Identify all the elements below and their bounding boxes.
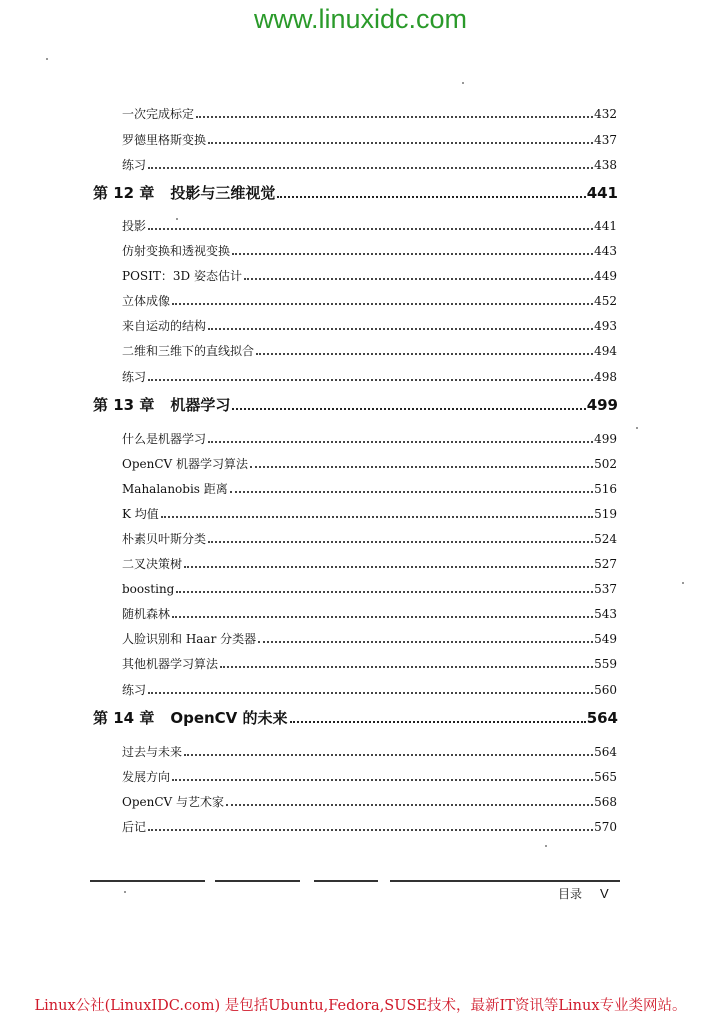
dot-leader <box>172 767 593 781</box>
section-title: 二维和三维下的直线拟合 <box>122 344 255 358</box>
toc-section-entry[interactable] <box>122 554 617 572</box>
toc-section-entry[interactable] <box>122 454 617 472</box>
page-number: 441 <box>586 184 618 202</box>
section-title: boosting <box>122 582 175 596</box>
toc-section-entry[interactable] <box>122 680 617 698</box>
dot-leader <box>258 629 593 643</box>
page-number: 568 <box>594 795 617 809</box>
scan-speck <box>636 427 638 429</box>
page-number: 438 <box>594 158 617 172</box>
section-title: 其他机器学习算法 <box>122 657 219 671</box>
section-title: 什么是机器学习 <box>122 432 207 446</box>
section-title: Mahalanobis 距离 <box>122 482 228 496</box>
site-url-header[interactable]: www.linuxidc.com <box>253 4 468 34</box>
page-number: 524 <box>594 532 617 546</box>
page-number: 432 <box>594 107 617 121</box>
toc-section-entry[interactable] <box>122 291 617 309</box>
page-footer <box>558 886 609 902</box>
dot-leader <box>220 654 593 668</box>
dot-leader <box>196 104 593 118</box>
scan-speck <box>46 58 48 60</box>
site-footer-banner: Linux公社(LinuxIDC.com) 是包括Ubuntu,Fedora,SUSE技术，最新IT资讯等Linux专业类网站。 <box>34 998 687 1014</box>
page-number: 559 <box>594 657 617 671</box>
section-title: OpenCV 机器学习算法 <box>122 457 249 471</box>
dot-leader <box>226 792 593 806</box>
chapter-number: 第 14 章 <box>93 709 155 727</box>
section-title: 练习 <box>122 683 147 697</box>
dot-leader <box>208 529 593 543</box>
section-title: 过去与未来 <box>122 745 183 759</box>
toc-section-entry[interactable] <box>122 429 617 447</box>
page-number: 516 <box>594 482 617 496</box>
toc-section-entry[interactable] <box>122 742 617 760</box>
toc-chapter-entry[interactable] <box>93 706 618 728</box>
toc-section-entry[interactable] <box>122 504 617 522</box>
section-title: 投影 <box>122 219 147 233</box>
chapter-heading <box>93 183 277 203</box>
page-number: 493 <box>594 319 617 333</box>
rule-gap <box>300 878 314 884</box>
chapter-heading <box>93 708 290 728</box>
toc-section-entry[interactable] <box>122 266 617 284</box>
dot-leader <box>148 216 593 230</box>
dot-leader <box>232 241 593 255</box>
toc-section-entry[interactable] <box>122 241 617 259</box>
page-number: 494 <box>594 344 617 358</box>
dot-leader <box>250 454 593 468</box>
scan-speck <box>682 582 684 584</box>
scan-speck <box>462 82 464 84</box>
chapter-title: 机器学习 <box>170 396 231 414</box>
toc-section-entry[interactable] <box>122 529 617 547</box>
chapter-title: 投影与三维视觉 <box>170 184 276 202</box>
dot-leader <box>148 680 593 694</box>
toc-section-entry[interactable] <box>122 316 617 334</box>
dot-leader <box>290 706 586 723</box>
section-title: 朴素贝叶斯分类 <box>122 532 207 546</box>
dot-leader <box>208 429 593 443</box>
section-title: 发展方向 <box>122 770 171 784</box>
toc-section-entry[interactable] <box>122 579 617 597</box>
toc-section-entry[interactable] <box>122 155 617 173</box>
toc-chapter-entry[interactable] <box>93 181 618 203</box>
dot-leader <box>208 316 593 330</box>
dot-leader <box>184 742 593 756</box>
toc-chapter-entry[interactable] <box>93 393 618 415</box>
footer-section-label: 目录 <box>558 887 583 901</box>
page-number: 519 <box>594 507 617 521</box>
page-number: 498 <box>594 370 617 384</box>
toc-section-entry[interactable] <box>122 130 617 148</box>
page-number: 560 <box>594 683 617 697</box>
section-title: 人脸识别和 Haar 分类器 <box>122 632 257 646</box>
toc-section-entry[interactable] <box>122 792 617 810</box>
dot-leader <box>172 291 593 305</box>
toc-section-entry[interactable] <box>122 341 617 359</box>
chapter-title: OpenCV 的未来 <box>170 709 288 727</box>
page-number: 499 <box>586 396 618 414</box>
dot-leader <box>208 130 593 144</box>
toc-section-entry[interactable] <box>122 629 617 647</box>
section-title: POSIT：3D 姿态估计 <box>122 269 242 283</box>
section-title: 立体成像 <box>122 294 171 308</box>
dot-leader <box>277 181 585 198</box>
section-title: 练习 <box>122 370 147 384</box>
section-title: 仿射变换和透视变换 <box>122 244 231 258</box>
dot-leader <box>184 554 593 568</box>
dot-leader <box>244 266 593 280</box>
page-number: 449 <box>594 269 617 283</box>
toc-section-entry[interactable] <box>122 817 617 835</box>
rule-gap <box>205 878 215 884</box>
dot-leader <box>256 341 593 355</box>
page-number: 564 <box>586 709 618 727</box>
scan-speck <box>176 218 178 220</box>
page-number: 543 <box>594 607 617 621</box>
page-number: 549 <box>594 632 617 646</box>
page-number: 570 <box>594 820 617 834</box>
toc-section-entry[interactable] <box>122 104 617 122</box>
page-number: 564 <box>594 745 617 759</box>
page-number: 527 <box>594 557 617 571</box>
chapter-number: 第 13 章 <box>93 396 155 414</box>
section-title: K 均值 <box>122 507 159 521</box>
page-number: 441 <box>594 219 617 233</box>
page-number: 443 <box>594 244 617 258</box>
toc-section-entry[interactable] <box>122 479 617 497</box>
chapter-heading <box>93 395 232 415</box>
section-title: 练习 <box>122 158 147 172</box>
section-title: 随机森林 <box>122 607 171 621</box>
toc-section-entry[interactable] <box>122 367 617 385</box>
page-number: 499 <box>594 432 617 446</box>
toc-section-entry[interactable] <box>122 654 617 672</box>
dot-leader <box>148 367 593 381</box>
dot-leader <box>161 504 593 518</box>
footer-page-number: V <box>600 886 609 901</box>
footer-rule <box>90 880 620 882</box>
toc-section-entry[interactable] <box>122 767 617 785</box>
dot-leader <box>176 579 593 593</box>
scan-speck <box>124 891 126 893</box>
section-title: 后记 <box>122 820 147 834</box>
section-title: 二叉决策树 <box>122 557 183 571</box>
dot-leader <box>230 479 593 493</box>
chapter-number: 第 12 章 <box>93 184 155 202</box>
section-title: 一次完成标定 <box>122 107 195 121</box>
section-title: 来自运动的结构 <box>122 319 207 333</box>
section-title: OpenCV 与艺术家 <box>122 795 225 809</box>
dot-leader <box>172 604 593 618</box>
page-number: 537 <box>594 582 617 596</box>
page-number: 565 <box>594 770 617 784</box>
section-title: 罗德里格斯变换 <box>122 133 207 147</box>
dot-leader <box>232 393 585 410</box>
rule-gap <box>378 878 390 884</box>
scan-speck <box>545 845 547 847</box>
page-number: 452 <box>594 294 617 308</box>
page-number: 437 <box>594 133 617 147</box>
page-number: 502 <box>594 457 617 471</box>
toc-section-entry[interactable] <box>122 216 617 234</box>
dot-leader <box>148 155 593 169</box>
dot-leader <box>148 817 593 831</box>
toc-section-entry[interactable] <box>122 604 617 622</box>
